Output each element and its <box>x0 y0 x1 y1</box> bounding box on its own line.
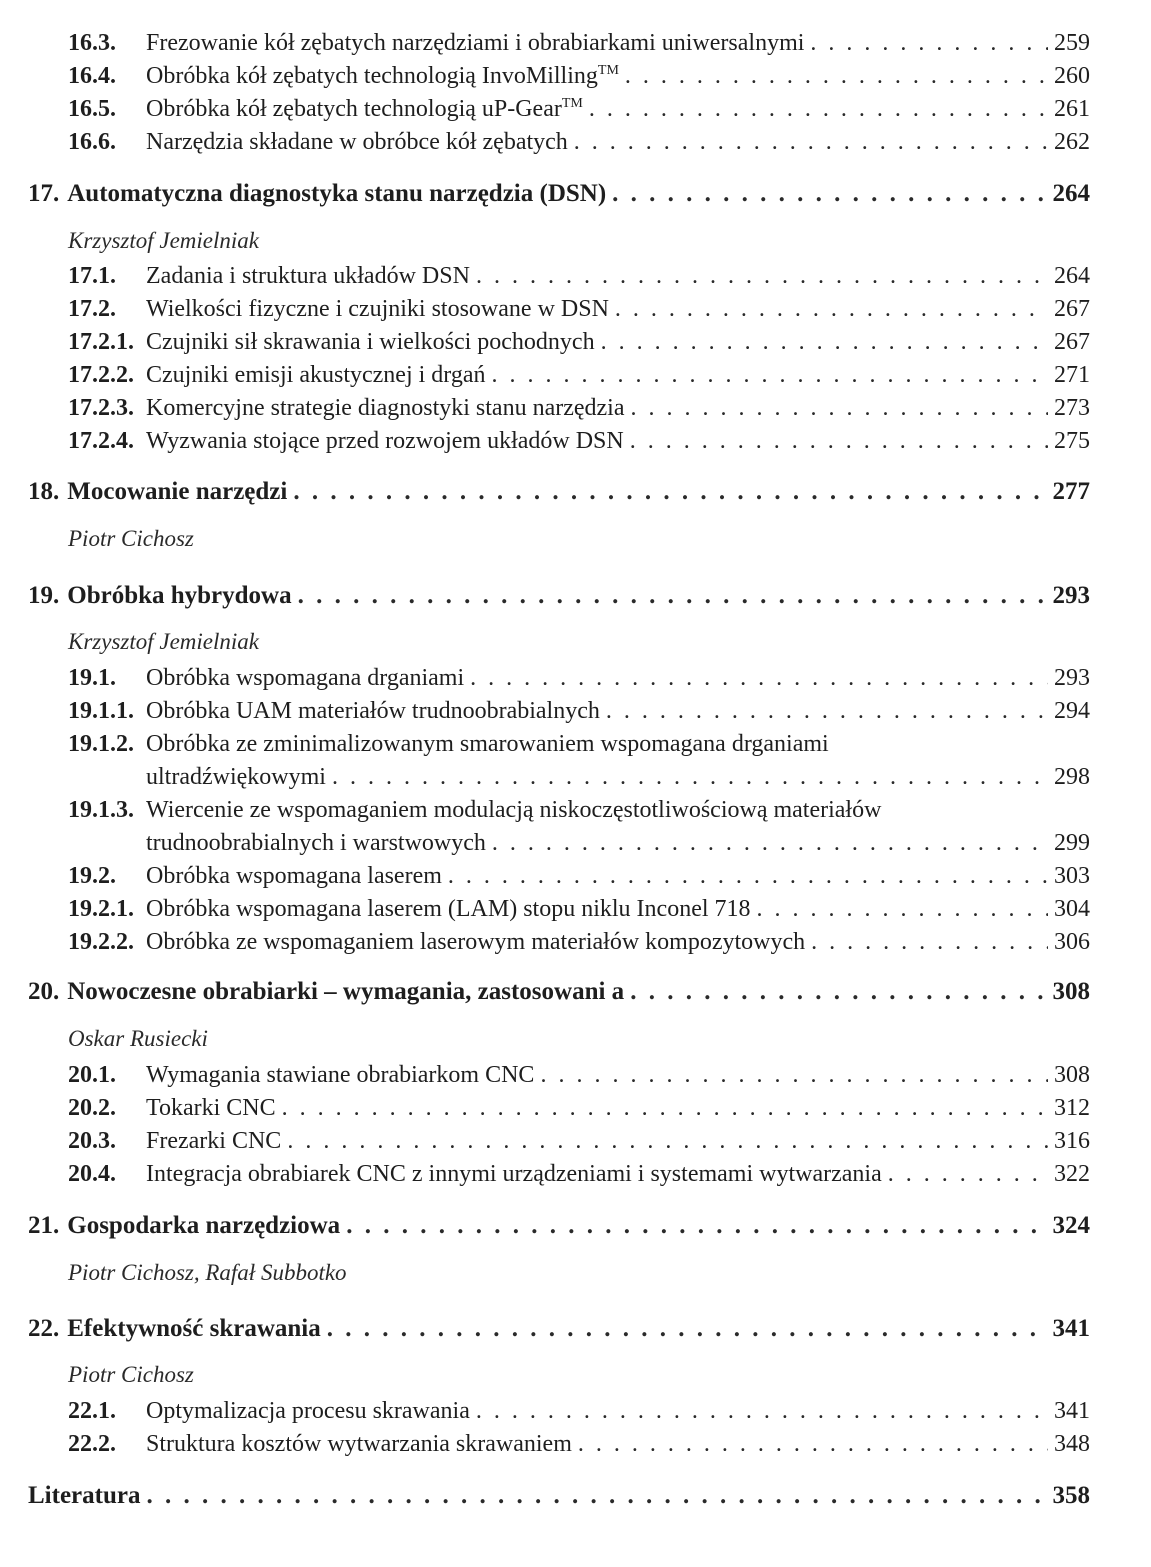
entry-number: 17.2.3. <box>68 395 134 421</box>
toc-chapter-20[interactable] <box>28 978 1090 1012</box>
chapter-author: Piotr Cichosz, Rafał Subbotko <box>68 1260 347 1285</box>
entry-number: 19.2.1. <box>68 896 134 922</box>
chapter-author: Krzysztof Jemielniak <box>68 629 259 654</box>
chapter-page: 324 <box>1052 1212 1090 1239</box>
dot-leader <box>612 180 1046 208</box>
entry-page: 341 <box>1054 1398 1090 1424</box>
entry-page: 306 <box>1054 929 1090 955</box>
chapter-title: Gospodarka narzędziowa <box>67 1212 341 1239</box>
toc-entry-22-2[interactable] <box>68 1431 1090 1463</box>
entry-title: Obróbka wspomagana laserem <box>146 863 442 889</box>
chapter-page: 293 <box>1052 582 1090 609</box>
chapter-author: Oskar Rusiecki <box>68 1026 208 1051</box>
dot-leader <box>589 96 1048 123</box>
dot-leader <box>810 30 1048 57</box>
dot-leader <box>327 1315 1047 1343</box>
entry-title: Obróbka ze zminimalizowanym smarowaniem wspomagana drganiami <box>146 731 829 757</box>
entry-title: Komercyjne strategie diagnostyki stanu narzędzia <box>146 395 625 421</box>
entry-page: 271 <box>1054 362 1090 388</box>
entry-page: 293 <box>1054 665 1090 691</box>
entry-title: Tokarki CNC <box>146 1095 276 1121</box>
dot-leader <box>888 1161 1048 1188</box>
entry-title: Narzędzia składane w obróbce kół zębatych <box>146 129 568 155</box>
toc-entry-16-3[interactable] <box>68 30 1090 62</box>
entry-title: Obróbka wspomagana drganiami <box>146 665 465 691</box>
entry-title: Wymagania stawiane obrabiarkom CNC <box>146 1062 535 1088</box>
dot-leader <box>293 478 1046 506</box>
entry-number: 17.2.2. <box>68 362 134 388</box>
toc-entry-17-2-4[interactable] <box>68 428 1090 460</box>
entry-page: 264 <box>1054 263 1090 289</box>
toc-bibliography[interactable] <box>28 1482 1090 1516</box>
toc-entry-17-2[interactable] <box>68 296 1090 328</box>
bibliography-page: 358 <box>1052 1482 1090 1509</box>
toc-entry-17-2-2[interactable] <box>68 362 1090 394</box>
toc-chapter-22[interactable] <box>28 1315 1090 1349</box>
toc-entry-22-1[interactable] <box>68 1398 1090 1430</box>
toc-entry-20-4[interactable] <box>68 1161 1090 1193</box>
entry-title: Optymalizacja procesu skrawania <box>146 1398 470 1424</box>
chapter-author: Piotr Cichosz <box>68 526 194 551</box>
chapter-author: Krzysztof Jemielniak <box>68 228 259 253</box>
dot-leader <box>615 296 1048 323</box>
dot-leader <box>476 263 1048 290</box>
toc-entry-16-6[interactable] <box>68 129 1090 161</box>
toc-entry-19-1-2[interactable] <box>68 731 1090 763</box>
entry-page: 260 <box>1054 63 1090 89</box>
entry-number: 16.3. <box>68 30 116 56</box>
toc-entry-19-1-2-continued[interactable] <box>146 764 1090 796</box>
chapter-page: 264 <box>1052 180 1090 207</box>
dot-leader <box>574 129 1048 156</box>
entry-page: 267 <box>1054 329 1090 355</box>
dot-leader <box>146 1482 1046 1510</box>
dot-leader <box>757 896 1048 923</box>
dot-leader <box>282 1095 1048 1122</box>
chapter-title: Efektywność skrawania <box>67 1315 321 1342</box>
entry-title-wrap <box>146 96 583 123</box>
entry-number: 19.1. <box>68 665 116 691</box>
chapter-number: 20. <box>28 978 60 1005</box>
toc-entry-17-2-1[interactable] <box>68 329 1090 361</box>
entry-title: Wielkości fizyczne i czujniki stosowane w DSN <box>146 296 609 322</box>
entry-number: 22.1. <box>68 1398 116 1424</box>
dot-leader <box>631 395 1049 422</box>
entry-number: 16.5. <box>68 96 116 122</box>
entry-page: 261 <box>1054 96 1090 122</box>
entry-title-wrap <box>146 63 619 90</box>
dot-leader <box>476 1398 1048 1425</box>
trademark-mark: TM <box>561 96 583 111</box>
chapter-page: 341 <box>1052 1315 1090 1342</box>
entry-title: Struktura kosztów wytwarzania skrawaniem <box>146 1431 572 1457</box>
entry-title: Czujniki sił skrawania i wielkości pochodnych <box>146 329 595 355</box>
dot-leader <box>287 1128 1048 1155</box>
entry-number: 19.2. <box>68 863 116 889</box>
toc-entry-19-1-3[interactable] <box>68 797 1090 829</box>
entry-number: 20.4. <box>68 1161 116 1187</box>
dot-leader <box>540 1062 1048 1089</box>
entry-title-continued: trudnoobrabialnych i warstwowych <box>146 830 486 856</box>
entry-page: 316 <box>1054 1128 1090 1154</box>
toc-chapter-19[interactable] <box>28 582 1090 616</box>
entry-page: 348 <box>1054 1431 1090 1457</box>
toc-entry-16-4[interactable] <box>68 63 1090 95</box>
dot-leader <box>332 764 1048 791</box>
entry-title: Obróbka UAM materiałów trudnoobrabialnych <box>146 698 600 724</box>
chapter-title: Obróbka hybrydowa <box>67 582 292 609</box>
entry-title: Zadania i struktura układów DSN <box>146 263 470 289</box>
chapter-title: Nowoczesne obrabiarki – wymagania, zastosowani a <box>67 978 625 1005</box>
entry-number: 19.1.3. <box>68 797 134 823</box>
chapter-author: Piotr Cichosz <box>68 1362 194 1387</box>
toc-chapter-18[interactable] <box>28 478 1090 512</box>
entry-title: Czujniki emisji akustycznej i drgań <box>146 362 486 388</box>
entry-page: 304 <box>1054 896 1090 922</box>
chapter-page: 308 <box>1052 978 1090 1005</box>
toc-entry-19-1[interactable] <box>68 665 1090 697</box>
entry-number: 20.3. <box>68 1128 116 1154</box>
toc-entry-19-1-1[interactable] <box>68 698 1090 730</box>
entry-page: 294 <box>1054 698 1090 724</box>
entry-page: 299 <box>1054 830 1090 856</box>
chapter-number: 17. <box>28 180 60 207</box>
dot-leader <box>492 830 1048 857</box>
toc-entry-19-2-2[interactable] <box>68 929 1090 961</box>
chapter-title: Mocowanie narzędzi <box>67 478 288 505</box>
entry-page: 275 <box>1054 428 1090 454</box>
dot-leader <box>346 1212 1046 1240</box>
entry-page: 273 <box>1054 395 1090 421</box>
entry-number: 16.6. <box>68 129 116 155</box>
dot-leader <box>470 665 1048 692</box>
chapter-number: 22. <box>28 1315 60 1342</box>
entry-page: 308 <box>1054 1062 1090 1088</box>
dot-leader <box>578 1431 1048 1458</box>
entry-number: 17.2.4. <box>68 428 134 454</box>
entry-title: Obróbka kół zębatych technologią uP-Gear <box>146 96 562 122</box>
entry-title: Obróbka kół zębatych technologią InvoMilling <box>146 63 598 89</box>
entry-number: 20.1. <box>68 1062 116 1088</box>
toc-entry-17-2-3[interactable] <box>68 395 1090 427</box>
chapter-page: 277 <box>1052 478 1090 505</box>
entry-title: Frezowanie kół zębatych narzędziami i obrabiarkami uniwersalnymi <box>146 30 805 56</box>
entry-page: 322 <box>1054 1161 1090 1187</box>
chapter-number: 18. <box>28 478 60 505</box>
entry-title: Frezarki CNC <box>146 1128 282 1154</box>
dot-leader <box>606 698 1048 725</box>
entry-title: Obróbka ze wspomaganiem laserowym materiałów kompozytowych <box>146 929 806 955</box>
entry-title: Integracja obrabiarek CNC z innymi urządzeniami i systemami wytwarzania <box>146 1161 882 1187</box>
entry-title: Wyzwania stojące przed rozwojem układów DSN <box>146 428 624 454</box>
entry-page: 267 <box>1054 296 1090 322</box>
entry-page: 262 <box>1054 129 1090 155</box>
entry-number: 17.2. <box>68 296 116 322</box>
chapter-number: 19. <box>28 582 60 609</box>
entry-page: 298 <box>1054 764 1090 790</box>
chapter-title: Automatyczna diagnostyka stanu narzędzia (DSN) <box>67 180 607 207</box>
toc-entry-19-2[interactable] <box>68 863 1090 895</box>
entry-title: Wiercenie ze wspomaganiem modulacją niskoczęstotliwościową materiałów <box>146 797 882 823</box>
entry-number: 19.2.2. <box>68 929 134 955</box>
toc-entry-16-5[interactable] <box>68 96 1090 128</box>
toc-entry-19-2-1[interactable] <box>68 896 1090 928</box>
dot-leader <box>448 863 1048 890</box>
trademark-mark: TM <box>597 63 619 78</box>
dot-leader <box>630 428 1048 455</box>
chapter-number: 21. <box>28 1212 60 1239</box>
toc-entry-20-3[interactable] <box>68 1128 1090 1160</box>
entry-page: 312 <box>1054 1095 1090 1121</box>
dot-leader <box>492 362 1049 389</box>
dot-leader <box>625 63 1048 90</box>
toc-chapter-21[interactable] <box>28 1212 1090 1246</box>
toc-entry-20-1[interactable] <box>68 1062 1090 1094</box>
dot-leader <box>811 929 1048 956</box>
dot-leader <box>630 978 1046 1006</box>
toc-chapter-17[interactable] <box>28 180 1090 214</box>
bibliography-title: Literatura <box>28 1482 141 1509</box>
toc-entry-19-1-3-continued[interactable] <box>146 830 1090 862</box>
entry-title: Obróbka wspomagana laserem (LAM) stopu niklu Inconel 718 <box>146 896 751 922</box>
dot-leader <box>601 329 1048 356</box>
entry-page: 259 <box>1054 30 1090 56</box>
entry-number: 19.1.2. <box>68 731 134 757</box>
entry-number: 17.2.1. <box>68 329 134 355</box>
entry-page: 303 <box>1054 863 1090 889</box>
entry-title-continued: ultradźwiękowymi <box>146 764 326 790</box>
entry-number: 22.2. <box>68 1431 116 1457</box>
entry-number: 17.1. <box>68 263 116 289</box>
entry-number: 16.4. <box>68 63 116 89</box>
entry-number: 20.2. <box>68 1095 116 1121</box>
toc-entry-20-2[interactable] <box>68 1095 1090 1127</box>
dot-leader <box>298 582 1047 610</box>
entry-number: 19.1.1. <box>68 698 134 724</box>
toc-entry-17-1[interactable] <box>68 263 1090 295</box>
